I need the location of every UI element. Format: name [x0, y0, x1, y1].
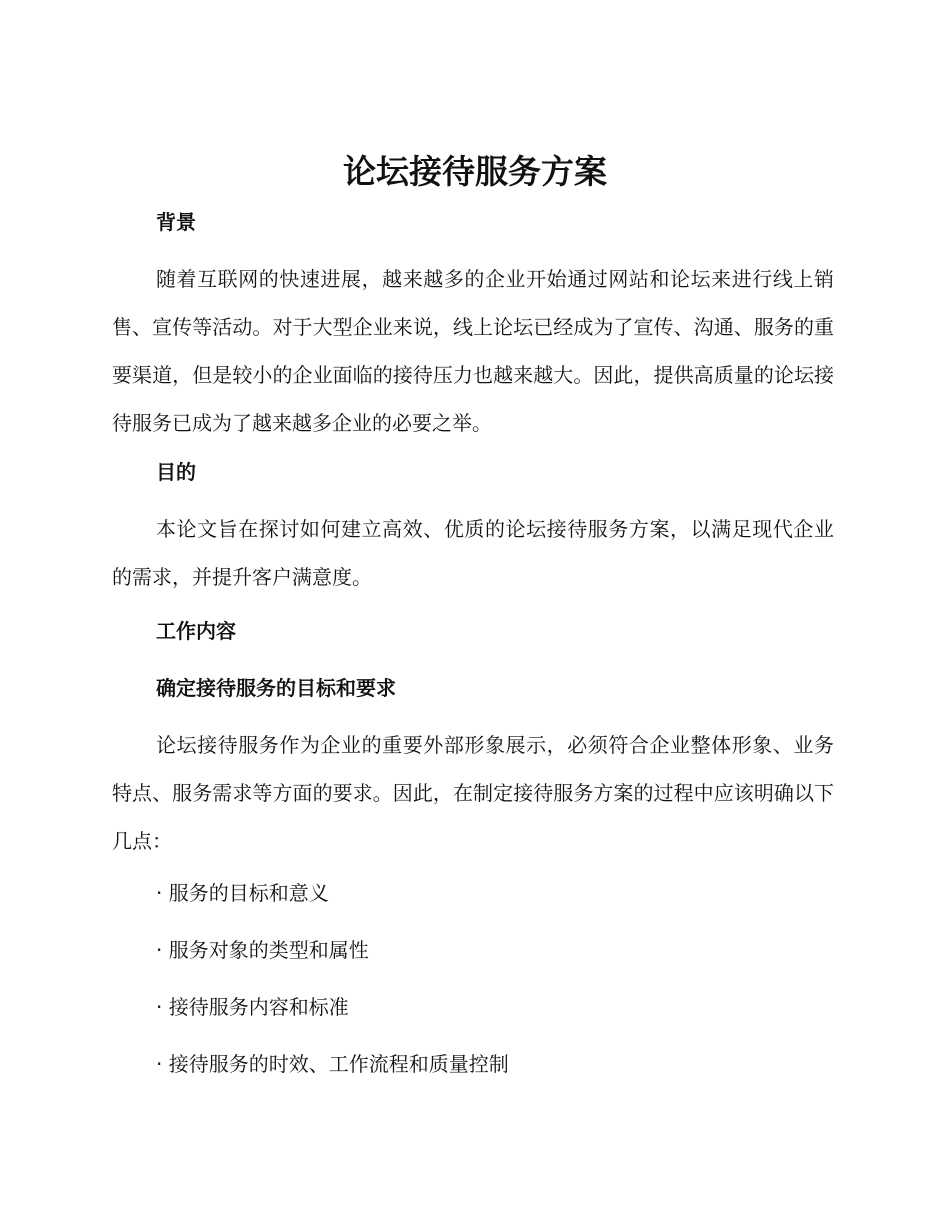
background-heading: 背景	[156, 210, 196, 234]
bullet-item: · 接待服务的时效、工作流程和质量控制	[156, 1052, 509, 1076]
service-goals-subheading: 确定接待服务的目标和要求	[156, 676, 396, 700]
purpose-heading: 目的	[156, 460, 196, 484]
bullet-item: · 服务对象的类型和属性	[156, 938, 369, 962]
work-content-paragraph: 论坛接待服务作为企业的重要外部形象展示，必须符合企业整体形象、业务特点、服务需求等方面的要求。因此，在制定接待服务方案的过程中应该明确以下几点：	[112, 733, 834, 853]
document-title: 论坛接待服务方案	[343, 152, 607, 191]
work-content-heading: 工作内容	[156, 619, 236, 643]
bullet-item: · 接待服务内容和标准	[156, 995, 349, 1019]
purpose-paragraph: 本论文旨在探讨如何建立高效、优质的论坛接待服务方案，以满足现代企业的需求，并提升客户满意度。	[112, 517, 834, 589]
bullet-item: · 服务的目标和意义	[156, 881, 329, 905]
background-paragraph: 随着互联网的快速进展，越来越多的企业开始通过网站和论坛来进行线上销售、宣传等活动。对于大型企业来说，线上论坛已经成为了宣传、沟通、服务的重要渠道，但是较小的企业面临的接待压力也越来越大。因此，提供高质量的论坛接待服务已成为了越来越多企业的必要之举。	[112, 267, 834, 435]
